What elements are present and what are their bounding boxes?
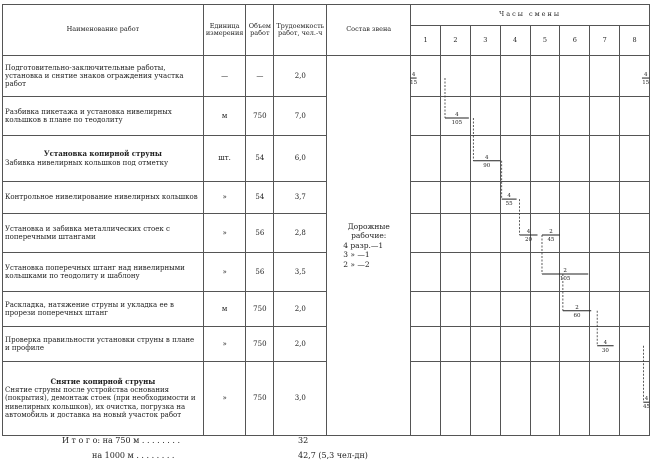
- table-row: [3, 253, 650, 292]
- hour-cell: [470, 327, 500, 362]
- gantt-manhours: 55: [505, 201, 513, 208]
- hour-cell: [590, 182, 620, 214]
- work-section-title: Снятие копирной струны: [50, 377, 156, 387]
- work-unit: »: [203, 253, 246, 292]
- crew-line: 4 разр.—1: [343, 240, 384, 250]
- hour-cell: [411, 182, 441, 214]
- gantt-workers: 4: [526, 228, 531, 235]
- gantt-workers: 4: [485, 154, 489, 161]
- hour-cell: [470, 253, 500, 292]
- hour-cell: [620, 56, 650, 97]
- hour-cell: [500, 214, 533, 253]
- hour-cell: [411, 97, 441, 136]
- work-description: Проверка правильности установки струны в плане и профиле: [5, 335, 195, 352]
- work-volume: —: [246, 56, 274, 97]
- total-1000-value: 42,7 (5,3 чел-дн): [298, 451, 368, 460]
- work-description: Установка поперечных штанг над нивелирными кольшками по теодолиту и шаблону: [5, 263, 185, 280]
- work-unit: »: [203, 362, 246, 436]
- hour-cell: [560, 292, 590, 327]
- gantt-workers: 2: [549, 228, 553, 235]
- hour-cell: [560, 97, 590, 136]
- hour-cell: [530, 362, 560, 436]
- hour-cell: [560, 362, 590, 436]
- work-description: Снятие струны после устройства основания (покрытия), демонтаж стоек (при необходимости и нивелирных кольшков), их очистка, погрузка на автомобиль и доставка на новый участок работ: [5, 386, 196, 419]
- gantt-workers: 2: [575, 304, 579, 311]
- gantt-manhours: 60: [573, 312, 581, 319]
- gantt-workers: 4: [644, 396, 649, 403]
- table-row: [3, 362, 650, 436]
- gantt-workers: 4: [455, 111, 459, 118]
- work-volume: 54: [246, 136, 274, 182]
- hour-cell: [411, 253, 441, 292]
- gantt-manhours: 15: [410, 80, 418, 87]
- hour-cell: [620, 97, 650, 136]
- crew-title: Дорожные рабочие:: [347, 222, 390, 241]
- hour-col-2: 2: [441, 26, 471, 56]
- work-name: [3, 327, 204, 362]
- hour-col-8: 8: [620, 26, 650, 56]
- gantt-manhours: 45: [547, 236, 555, 243]
- hour-cell: [441, 97, 471, 136]
- work-volume: 54: [246, 182, 274, 214]
- hour-cell: [500, 56, 530, 97]
- hour-col-7: 7: [590, 26, 620, 56]
- hour-cell: [441, 327, 471, 362]
- work-name: [3, 97, 204, 136]
- hour-cell: [620, 182, 650, 214]
- table-row: [3, 182, 650, 214]
- hour-cell: [620, 362, 650, 436]
- hour-cell: [530, 327, 560, 362]
- gantt-workers: 4: [643, 72, 648, 79]
- hour-cell: [500, 97, 530, 136]
- hour-cell: [441, 214, 471, 253]
- hour-cell: [500, 136, 530, 182]
- work-description: Подготовительно-заключительные работы, установка и снятие знаков ограждения участка работ: [5, 63, 184, 89]
- gantt-workers: 2: [563, 267, 567, 274]
- hour-cell: [470, 214, 500, 253]
- hour-cell: [470, 56, 500, 97]
- hour-cell: [441, 182, 471, 214]
- work-unit: м: [203, 292, 246, 327]
- gantt-workers: 4: [603, 339, 608, 346]
- hour-col-4: 4: [500, 26, 530, 56]
- hour-cell: [590, 97, 620, 136]
- hour-cell: [620, 136, 650, 182]
- hour-cell: [620, 214, 650, 253]
- work-unit: »: [203, 182, 246, 214]
- work-section-title: Установка копирной струны: [43, 149, 162, 159]
- work-labor: 3,7: [274, 182, 327, 214]
- hour-cell: [470, 362, 500, 436]
- hour-cell: [530, 253, 560, 292]
- work-unit: м: [203, 97, 246, 136]
- work-name: [3, 292, 204, 327]
- hour-cell: [441, 362, 471, 436]
- hour-cell: [560, 214, 590, 253]
- work-labor: 7,0: [274, 97, 327, 136]
- gantt-manhours: 30: [601, 347, 609, 354]
- gantt-manhours: 45: [642, 404, 650, 411]
- total-750-value: 32: [298, 436, 309, 445]
- gantt-workers: 4: [507, 193, 511, 200]
- total-1000-label: на 1000 м . . . . . . . .: [92, 451, 175, 460]
- hour-cell: [500, 292, 530, 327]
- work-labor: 2,0: [274, 56, 327, 97]
- hour-cell: [441, 253, 471, 292]
- hour-cell: [590, 327, 620, 362]
- hour-cell: [500, 327, 530, 362]
- work-volume: 750: [246, 362, 274, 436]
- gantt-workers: 4: [411, 72, 416, 79]
- work-labor: 2,8: [274, 214, 327, 253]
- hour-cell: [590, 292, 620, 327]
- total-750-label: И т о г о: на 750 м . . . . . . . .: [62, 436, 181, 445]
- work-volume: 56: [246, 253, 274, 292]
- hour-cell: [590, 214, 620, 253]
- work-name: [3, 136, 204, 182]
- work-name: [3, 362, 204, 436]
- hour-cell: [530, 182, 560, 214]
- hour-cell: [560, 56, 590, 97]
- gantt-manhours: 15: [642, 80, 650, 87]
- header-labor: Трудоемкость работ, чел.-ч: [274, 5, 327, 56]
- hour-cell: [470, 97, 500, 136]
- work-unit: —: [203, 56, 246, 97]
- hour-cell: [470, 292, 500, 327]
- hour-cell: [441, 56, 471, 97]
- work-name: [3, 214, 204, 253]
- schedule-table: [2, 4, 650, 436]
- work-description: Установка и забивка металлических стоек с поперечными штангами: [5, 224, 170, 241]
- hour-cell: [590, 253, 620, 292]
- hour-cell: [500, 253, 530, 292]
- hour-cell: [530, 292, 560, 327]
- work-volume: 750: [246, 97, 274, 136]
- work-volume: 750: [246, 327, 274, 362]
- table-row: [3, 97, 650, 136]
- header-unit: Единица измерения: [203, 5, 246, 56]
- hour-cell: [411, 327, 441, 362]
- header-crew: Состав звена: [327, 5, 411, 56]
- hour-cell: [530, 56, 560, 97]
- hour-cell: [411, 362, 441, 436]
- work-labor: 3,5: [274, 253, 327, 292]
- crew-line: 3 » —1: [343, 250, 370, 260]
- gantt-manhours: 105: [559, 275, 571, 282]
- hour-cell: [470, 182, 500, 214]
- header-name: Наименование работ: [3, 5, 204, 56]
- hour-cell: [590, 56, 620, 97]
- hour-cell: [411, 56, 441, 97]
- hour-cell: [560, 327, 590, 362]
- table-row: [3, 56, 650, 97]
- hour-cell: [590, 362, 620, 436]
- hour-cell: [411, 292, 441, 327]
- hour-cell: [470, 136, 500, 182]
- hour-col-5: 5: [530, 26, 560, 56]
- hour-cell: [530, 214, 560, 253]
- hour-col-1: 1: [411, 26, 441, 56]
- table-row: [3, 292, 650, 327]
- header-hours: Часы смены: [411, 5, 650, 26]
- work-unit: »: [203, 214, 246, 253]
- work-volume: 56: [246, 214, 274, 253]
- work-labor: 2,0: [274, 327, 327, 362]
- work-name: [3, 56, 204, 97]
- table-row: [3, 327, 650, 362]
- header-volume: Объем работ: [246, 5, 274, 56]
- table-row: [3, 136, 650, 182]
- hour-cell: [441, 136, 471, 182]
- work-labor: 6,0: [274, 136, 327, 182]
- hour-cell: [411, 214, 441, 253]
- hour-cell: [441, 292, 471, 327]
- gantt-manhours: 90: [483, 162, 491, 169]
- hour-cell: [620, 292, 650, 327]
- gantt-manhours: 105: [451, 119, 463, 126]
- hour-cell: [560, 253, 590, 292]
- hour-cell: [620, 253, 650, 292]
- work-description: Забивка нивелирных кольшков под отметку: [5, 158, 169, 167]
- gantt-manhours: 20: [525, 236, 533, 243]
- crew-composition: [327, 56, 411, 436]
- work-name: [3, 182, 204, 214]
- hour-cell: [500, 362, 530, 436]
- work-unit: »: [203, 327, 246, 362]
- work-labor: 2,0: [274, 292, 327, 327]
- work-description: Раскладка, натяжение струны и укладка ее в прорези поперечных штанг: [5, 300, 174, 317]
- hour-col-6: 6: [560, 26, 590, 56]
- hour-cell: [530, 136, 560, 182]
- work-description: Разбивка пикетажа и установка нивелирных кольшков в плане по теодолиту: [5, 107, 172, 124]
- work-unit: шт.: [203, 136, 246, 182]
- hour-cell: [560, 136, 590, 182]
- table-row: [3, 214, 650, 253]
- hour-cell: [411, 136, 441, 182]
- crew-line: 2 » —2: [343, 259, 370, 269]
- work-labor: 3,0: [274, 362, 327, 436]
- work-description: Контрольное нивелирование нивелирных кольшков: [5, 193, 198, 202]
- hour-cell: [620, 327, 650, 362]
- hour-col-3: 3: [470, 26, 500, 56]
- work-name: [3, 253, 204, 292]
- hour-cell: [500, 182, 530, 214]
- hour-cell: [560, 182, 590, 214]
- hour-cell: [530, 97, 560, 136]
- hour-cell: [590, 136, 620, 182]
- work-volume: 750: [246, 292, 274, 327]
